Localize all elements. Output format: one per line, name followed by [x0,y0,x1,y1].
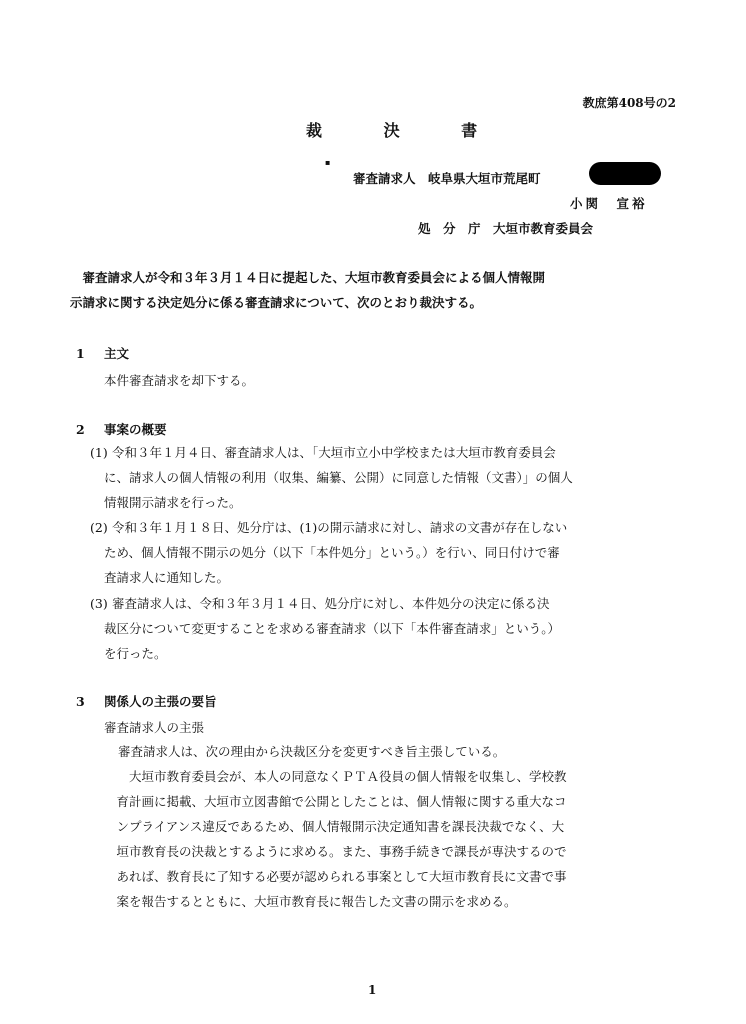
section-3-paragraph [104,764,567,914]
paragraph-line: 育計画に掲載、大垣市立図書館で公開としたことは、個人情報に関する重大なコ [104,794,567,809]
section-3-heading [76,692,217,710]
section-2-heading [76,420,167,438]
paragraph-line: 垣市教育長の決裁とするように求める。また、事務手続きで課長が専決するので [104,844,567,859]
section-3-subheading: 審査請求人の主張 [104,720,205,735]
agency-line: 処 分 庁 大垣市教育委員会 [418,221,594,236]
requester-line: 審査請求人 岐阜県大垣市荒尾町 [353,171,541,186]
paragraph-line: ンプライアンス違反であるため、個人情報開示決定通知書を課長決裁でなく、大 [104,819,565,834]
item-line: ため、個人情報不開示の処分（以下「本件処分」という。）を行い、同日付けで審 [104,545,560,560]
intro-paragraph [70,265,545,315]
item-line: を行った。 [104,646,167,661]
stray-dot: ▪ [325,158,331,167]
item-line: 令和３年１月４日、審査請求人は、「大垣市立小中学校または大垣市教育委員会 [111,445,556,460]
document-title: 裁 決 書 [306,121,506,140]
paragraph-line: あれば、教育長に了知する必要が認められる事案として大垣市教育長に文書で事 [104,869,567,884]
item-line: 情報開示請求を行った。 [104,495,242,510]
item-line: に、請求人の個人情報の利用（収集、編纂、公開）に同意した情報（文書）」の個人 [104,470,573,485]
item-line: 令和３年１月１８日、処分庁は、(1)の開示請求に対し、請求の文書が存在しない [111,520,568,535]
requester-name: 小関 宣裕 [570,196,648,211]
item-number: (1) [90,445,108,460]
section-3-lead: 審査請求人は、次の理由から決裁区分を変更すべき旨主張している。 [118,744,506,759]
page-number: 1 [368,983,377,997]
intro-line: 示請求に関する決定処分に係る審査請求について、次のとおり裁決する。 [70,295,483,310]
item-line: 査請求人に通知した。 [104,570,230,585]
redaction-mark [589,162,661,185]
item-line: 裁区分について変更することを求める審査請求（以下「本件審査請求」という。） [104,621,561,636]
document-number: 教庶第408号の2 [582,96,676,110]
section-number: 1 [76,346,85,361]
list-item [90,591,560,666]
section-title: 事案の概要 [104,422,167,437]
list-item [90,515,567,590]
section-1-heading [76,344,129,362]
list-item [90,440,573,515]
paragraph-line: 大垣市教育委員会が、本人の同意なくＰＴＡ役員の個人情報を収集し、学校教 [104,769,567,784]
section-number: 3 [76,694,85,709]
item-number: (3) [90,596,108,611]
intro-line: 審査請求人が令和３年３月１４日に提起した、大垣市教育委員会による個人情報開 [70,270,546,285]
item-number: (2) [90,520,108,535]
section-title: 関係人の主張の要旨 [104,694,217,709]
item-line: 審査請求人は、令和３年３月１４日、処分庁に対し、本件処分の決定に係る決 [111,596,550,611]
section-title: 主文 [104,346,130,361]
section-number: 2 [76,422,85,437]
section-1-body: 本件審査請求を却下する。 [104,373,255,388]
paragraph-line: 案を報告するとともに、大垣市教育長に報告した文書の開示を求める。 [104,894,517,909]
